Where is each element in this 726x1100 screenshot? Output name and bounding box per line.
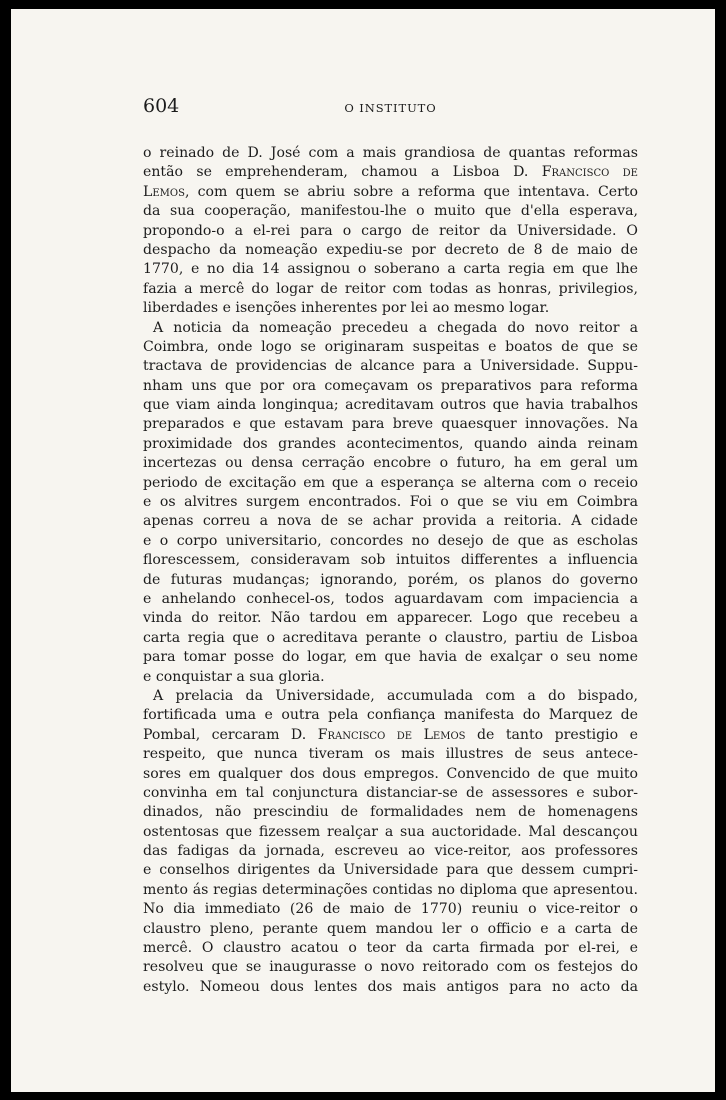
text-line: Lemos, com quem se abriu sobre a reforma que intentava. Certo	[143, 183, 638, 200]
text-line: resolveu que se inaugurasse o novo reitorado com os festejos do	[143, 959, 638, 976]
text-line: liberdades e isenções inherentes por lei ao mesmo logar.	[143, 300, 550, 317]
text-line: tractava de providencias de alcance para a Universidade. Suppu-	[143, 358, 638, 375]
book-page	[143, 91, 638, 997]
paragraph-1	[143, 144, 638, 319]
text-line: apenas correu a nova de se achar provida a reitoria. A cidade	[143, 513, 638, 530]
page-body	[143, 144, 638, 997]
text-line: das fadigas da jornada, escreveu ao vice-reitor, aos professores	[143, 843, 638, 860]
text-line: florescessem, consideravam sob intuitos differentes a influencia	[143, 552, 638, 569]
text-line: 1770, e no dia 14 assignou o soberano a carta regia em que lhe	[143, 261, 638, 278]
page-header	[143, 91, 638, 121]
text-line: No dia immediato (26 de maio de 1770) reuniu o vice-reitor o	[143, 901, 638, 918]
text-line: mercê. O claustro acatou o teor da carta firmada por el-rei, e	[143, 940, 638, 957]
name-francisco-de-lemos: Francisco de Lemos	[317, 726, 466, 743]
name-francisco-de: Francisco de	[541, 164, 638, 181]
text-line: Pombal, cercaram D. Francisco de Lemos de tanto prestigio e	[143, 726, 638, 743]
text-line: mento ás regias determinações contidas no diploma que apresentou.	[143, 881, 638, 898]
text-line: A prelacia da Universidade, accumulada com a do bispado,	[153, 687, 638, 704]
paragraph-3	[143, 687, 638, 997]
paragraph-2	[143, 319, 638, 687]
text-line: de futuras mudanças; ignorando, porém, os planos do governo	[143, 571, 638, 588]
name-lemos: Lemos	[143, 183, 185, 200]
text-line: claustro pleno, perante quem mandou ler o officio e a carta de	[143, 920, 638, 937]
text-line: vinda do reitor. Não tardou em apparecer. Logo que recebeu a	[143, 610, 638, 627]
page-scan	[11, 9, 715, 1092]
text-line: e anhelando conhecel-os, todos aguardavam com impaciencia a	[143, 590, 638, 607]
text-line: e os alvitres surgem encontrados. Foi o que se viu em Coimbra	[143, 494, 638, 511]
text-line: sores em qualquer dos dous empregos. Convencido de que muito	[143, 765, 638, 782]
text-line: proximidade dos grandes acontecimentos, quando ainda reinam	[143, 435, 638, 452]
text-line: da sua cooperação, manifestou-lhe o muito que d'ella esperava,	[143, 203, 638, 220]
text-line: periodo de excitação em que a esperança se alterna com o receio	[143, 474, 638, 491]
text-line: carta regia que o acreditava perante o claustro, partiu de Lisboa	[143, 629, 638, 646]
text-line: e conquistar a sua gloria.	[143, 668, 325, 685]
text-line: fortificada uma e outra pela confiança manifesta do Marquez de	[143, 707, 638, 724]
text-line: e conselhos dirigentes da Universidade para que dessem cumpri-	[143, 862, 638, 879]
text-line: convinha em tal conjunctura distanciar-se de assessores e subor-	[143, 784, 638, 801]
text-line: o reinado de D. José com a mais grandiosa de quantas reformas	[143, 145, 638, 161]
text-line: e o corpo universitario, concordes no desejo de que as escholas	[143, 532, 638, 549]
text-line: dinados, não prescindiu de formalidades nem de homenagens	[143, 804, 638, 821]
text-line: estylo. Nomeou dous lentes dos mais antigos para no acto da	[143, 978, 638, 995]
text-line: Coimbra, onde logo se originaram suspeitas e boatos de que se	[143, 338, 638, 355]
text-line: ostentosas que fizessem realçar a sua auctoridade. Mal descançou	[143, 823, 638, 840]
text-line: incertezas ou densa cerração encobre o futuro, ha em geral um	[143, 455, 638, 472]
text-line: para tomar posse do logar, em que havia de exalçar o seu nome	[143, 649, 638, 666]
text-line: respeito, que nunca tiveram os mais illustres de seus antece-	[143, 746, 638, 763]
text-line: que viam ainda longinqua; acreditavam outros que havia trabalhos	[143, 397, 638, 414]
text-line: preparados e que estavam para breve quaesquer innovações. Na	[143, 416, 638, 433]
text-line: fazia a mercê do logar de reitor com todas as honras, privilegios,	[143, 280, 638, 297]
text-line: então se emprehenderam, chamou a Lisboa D. Francisco de	[143, 164, 638, 181]
text-line: nham uns que por ora começavam os preparativos para reforma	[143, 377, 638, 394]
text-line: propondo-o a el-rei para o cargo de reitor da Universidade. O	[143, 222, 638, 239]
text-line: A noticia da nomeação precedeu a chegada do novo reitor a	[153, 319, 638, 336]
page-number: 604	[143, 95, 180, 117]
text-line: despacho da nomeação expediu-se por decreto de 8 de maio de	[143, 241, 638, 258]
running-title: O INSTITUTO	[344, 101, 437, 115]
